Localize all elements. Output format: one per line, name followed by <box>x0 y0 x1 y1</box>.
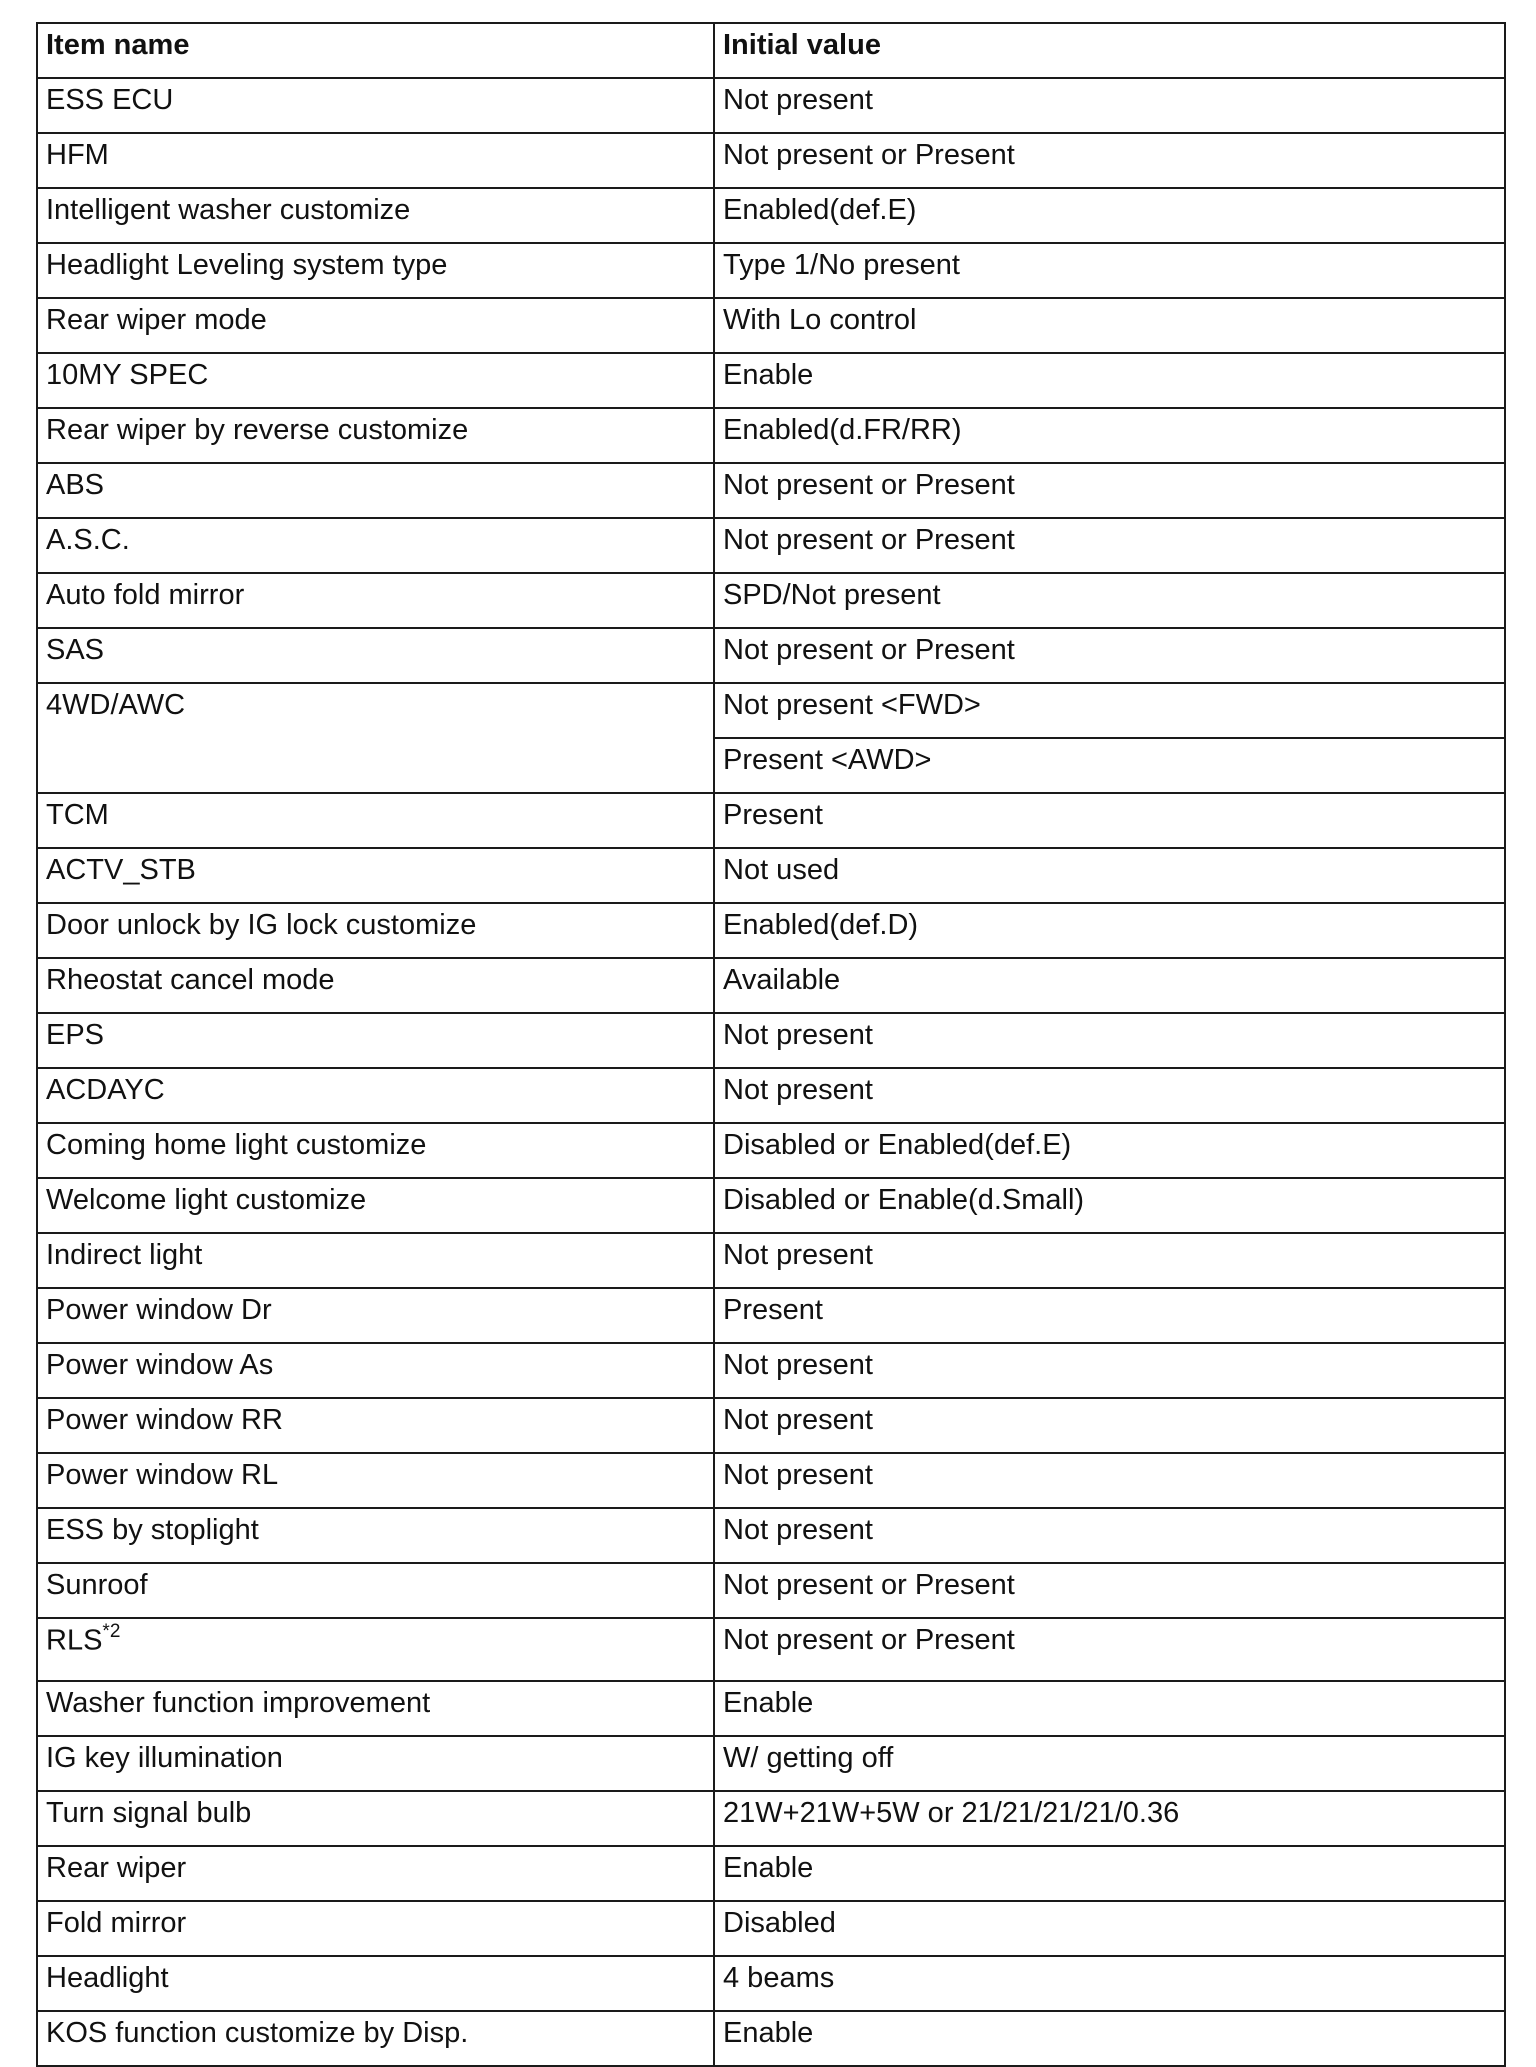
item-name-cell: SAS <box>37 628 714 683</box>
table-row <box>37 1736 1505 1791</box>
initial-value-cell: Present <box>714 1288 1505 1343</box>
initial-value-cell: 4 beams <box>714 1956 1505 2011</box>
table-row <box>37 1901 1505 1956</box>
item-name-cell: Rear wiper mode <box>37 298 714 353</box>
item-name-cell: Power window RL <box>37 1453 714 1508</box>
header-initial-value: Initial value <box>714 23 1505 78</box>
item-name-cell: Auto fold mirror <box>37 573 714 628</box>
initial-value-cell: Not present <box>714 1343 1505 1398</box>
item-name-cell <box>37 1618 714 1681</box>
table-row <box>37 1013 1505 1068</box>
item-name-cell: TCM <box>37 793 714 848</box>
item-name-cell: KOS function customize by Disp. <box>37 2011 714 2066</box>
table-row <box>37 793 1505 848</box>
initial-value-cell: Enabled(def.D) <box>714 903 1505 958</box>
initial-value-cell: Enable <box>714 1846 1505 1901</box>
initial-value-cell: Not used <box>714 848 1505 903</box>
table-row <box>37 353 1505 408</box>
initial-value-cell: 21W+21W+5W or 21/21/21/21/0.36 <box>714 1791 1505 1846</box>
item-name-cell: Door unlock by IG lock customize <box>37 903 714 958</box>
initial-value-cell: With Lo control <box>714 298 1505 353</box>
table-row <box>37 1288 1505 1343</box>
table-row <box>37 1846 1505 1901</box>
table-row <box>37 1956 1505 2011</box>
table-header-row <box>37 23 1505 78</box>
initial-value-cell: Present <AWD> <box>714 738 1505 793</box>
table-row <box>37 408 1505 463</box>
table-row <box>37 1681 1505 1736</box>
initial-value-cell: Not present <box>714 1068 1505 1123</box>
table-row <box>37 1563 1505 1618</box>
table-row <box>37 1791 1505 1846</box>
table-row <box>37 683 1505 738</box>
table-row <box>37 903 1505 958</box>
item-name-cell: ACTV_STB <box>37 848 714 903</box>
item-name-cell: Intelligent washer customize <box>37 188 714 243</box>
initial-value-cell: Enabled(def.E) <box>714 188 1505 243</box>
item-initial-value-table <box>36 22 1506 2067</box>
item-name-cell: ACDAYC <box>37 1068 714 1123</box>
item-name-cell: Sunroof <box>37 1563 714 1618</box>
table-row <box>37 1343 1505 1398</box>
item-name-cell: Turn signal bulb <box>37 1791 714 1846</box>
initial-value-cell: Not present or Present <box>714 518 1505 573</box>
table-row <box>37 2011 1505 2066</box>
item-name-cell: Power window Dr <box>37 1288 714 1343</box>
table-row <box>37 1508 1505 1563</box>
table-row <box>37 1398 1505 1453</box>
item-name-cell: Power window RR <box>37 1398 714 1453</box>
table-row <box>37 78 1505 133</box>
item-name-cell: EPS <box>37 1013 714 1068</box>
table-row <box>37 133 1505 188</box>
item-name-cell: Headlight Leveling system type <box>37 243 714 298</box>
item-name-cell: Rear wiper <box>37 1846 714 1901</box>
initial-value-cell: Disabled or Enabled(def.E) <box>714 1123 1505 1178</box>
initial-value-cell: Not present or Present <box>714 133 1505 188</box>
header-item-name: Item name <box>37 23 714 78</box>
item-name-cell: Fold mirror <box>37 1901 714 1956</box>
table-row <box>37 1618 1505 1681</box>
table-row <box>37 573 1505 628</box>
initial-value-cell: Enable <box>714 2011 1505 2066</box>
table-row <box>37 518 1505 573</box>
item-name-cell: A.S.C. <box>37 518 714 573</box>
initial-value-cell: Not present <box>714 1508 1505 1563</box>
table-row <box>37 243 1505 298</box>
initial-value-cell: Not present <FWD> <box>714 683 1505 738</box>
item-name-cell: Washer function improvement <box>37 1681 714 1736</box>
initial-value-cell: W/ getting off <box>714 1736 1505 1791</box>
table-row <box>37 1178 1505 1233</box>
table-row <box>37 188 1505 243</box>
initial-value-cell: Available <box>714 958 1505 1013</box>
initial-value-cell: Not present or Present <box>714 463 1505 518</box>
initial-value-cell: Not present or Present <box>714 1618 1505 1681</box>
table-row <box>37 463 1505 518</box>
initial-value-cell: Enable <box>714 1681 1505 1736</box>
initial-value-cell: Not present <box>714 1233 1505 1288</box>
initial-value-cell: Not present or Present <box>714 1563 1505 1618</box>
item-name-cell: Indirect light <box>37 1233 714 1288</box>
item-name-cell: HFM <box>37 133 714 188</box>
initial-value-cell: Not present <box>714 1013 1505 1068</box>
initial-value-cell: Not present or Present <box>714 628 1505 683</box>
item-name-cell: Power window As <box>37 1343 714 1398</box>
item-name-cell: Rear wiper by reverse customize <box>37 408 714 463</box>
table-row <box>37 848 1505 903</box>
item-name-cell: ABS <box>37 463 714 518</box>
table-row <box>37 1233 1505 1288</box>
initial-value-cell: Disabled <box>714 1901 1505 1956</box>
initial-value-cell: Not present <box>714 1398 1505 1453</box>
table-row <box>37 298 1505 353</box>
initial-value-cell: Disabled or Enable(d.Small) <box>714 1178 1505 1233</box>
table-row <box>37 1068 1505 1123</box>
item-name-cell: Headlight <box>37 1956 714 2011</box>
table-row <box>37 1123 1505 1178</box>
initial-value-cell: Present <box>714 793 1505 848</box>
item-name-cell: IG key illumination <box>37 1736 714 1791</box>
item-name-cell: Coming home light customize <box>37 1123 714 1178</box>
table-row <box>37 628 1505 683</box>
item-name-cell: Rheostat cancel mode <box>37 958 714 1013</box>
initial-value-cell: Not present <box>714 1453 1505 1508</box>
item-name-cell: Welcome light customize <box>37 1178 714 1233</box>
initial-value-cell: Not present <box>714 78 1505 133</box>
initial-value-cell: Enable <box>714 353 1505 408</box>
table-row <box>37 1453 1505 1508</box>
initial-value-cell: Enabled(d.FR/RR) <box>714 408 1505 463</box>
item-name-text: RLS <box>46 1624 103 1657</box>
item-name-cell: 4WD/AWC <box>37 683 714 793</box>
table-row <box>37 958 1505 1013</box>
item-name-cell: ESS by stoplight <box>37 1508 714 1563</box>
item-name-cell: ESS ECU <box>37 78 714 133</box>
initial-value-cell: SPD/Not present <box>714 573 1505 628</box>
initial-value-cell: Type 1/No present <box>714 243 1505 298</box>
footnote-marker: *2 <box>102 1621 121 1642</box>
item-name-cell: 10MY SPEC <box>37 353 714 408</box>
